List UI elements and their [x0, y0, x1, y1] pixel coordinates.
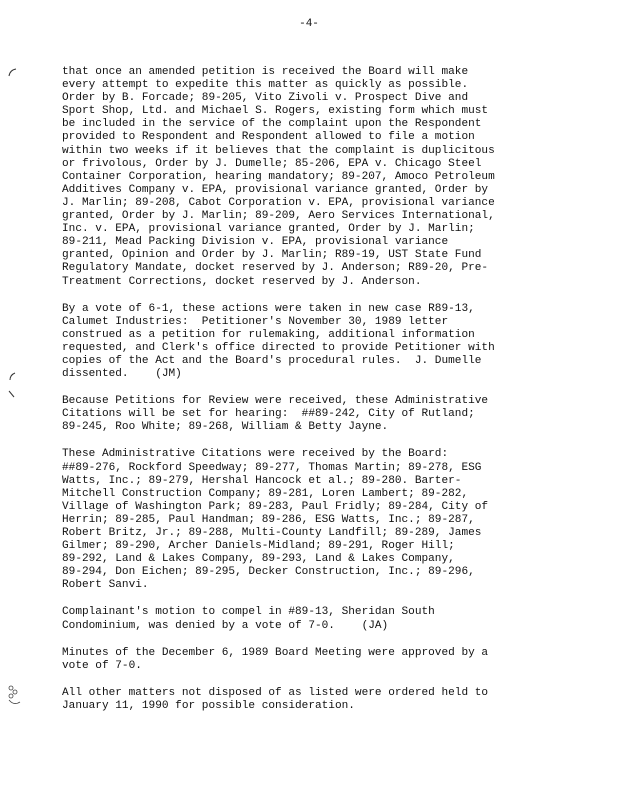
text-line: dissented. (JM) [62, 368, 182, 381]
paragraph-minutes [62, 647, 562, 673]
text-line: Condominium, was denied by a vote of 7-0. (JA) [62, 619, 389, 632]
text-line: or frivolous, Order by J. Dumelle; 85-206, EPA v. Chicago Steel [62, 157, 482, 170]
text-line: Sport Shop, Ltd. and Michael S. Rogers, existing form which must [62, 105, 489, 118]
text-line: every attempt to expedite this matter as quickly as possible. [62, 79, 469, 92]
text-line: within two weeks if it believes that the complaint is duplicitous [62, 144, 495, 157]
text-line: Robert Britz, Jr.; 89-288, Multi-County Landfill; 89-289, James [62, 527, 482, 539]
text-line: Treatment Corrections, docket reserved by J. Anderson. [62, 275, 422, 288]
paragraph-orders [62, 66, 562, 289]
text-line: J. Marlin; 89-208, Cabot Corporation v. EPA, provisional variance [62, 196, 495, 209]
text-line: Because Petitions for Review were received, these Administrative [62, 395, 489, 408]
text-line: ##89-276, Rockford Speedway; 89-277, Thomas Martin; 89-278, ESG [62, 461, 482, 474]
text-line: Additives Company v. EPA, provisional variance granted, Order by [62, 183, 489, 196]
margin-mark [8, 68, 17, 77]
text-line: Order by B. Forcade; 89-205, Vito Zivoli v. Prospect Dive and [62, 92, 469, 105]
text-line: Minutes of the December 6, 1989 Board Meeting were approved by a [62, 646, 489, 659]
text-line: Inc. v. EPA, provisional variance granted, Order by J. Marlin; [62, 223, 475, 236]
paragraph-motion-to-compel [62, 606, 562, 632]
text-line: 89-211, Mead Packing Division v. EPA, provisional variance [62, 236, 449, 249]
text-line: granted, Order by J. Marlin; 89-209, Aero Services International, [62, 210, 495, 223]
text-line: vote of 7-0. [62, 659, 142, 672]
text-line: Container Corporation, hearing mandatory; 89-207, Amoco Petroleum [62, 170, 495, 183]
text-line: Watts, Inc.; 89-279, Hershal Hancock et al.; 89-280. Barter- [62, 474, 462, 487]
text-line: Citations will be set for hearing: ##89-242, City of Rutland; [62, 408, 475, 421]
paragraph-received-citations [62, 448, 562, 592]
text-line: These Administrative Citations were received by the Board: [62, 448, 449, 461]
text-line: requested, and Clerk's office directed to provide Petitioner with [62, 341, 495, 354]
text-line: that once an amended petition is received the Board will make [62, 66, 469, 78]
text-line: Gilmer; 89-290, Archer Daniels-Midland; 89-291, Roger Hill; [62, 540, 455, 553]
text-line: 89-245, Roo White; 89-268, William & Betty Jayne. [62, 421, 389, 434]
text-line: January 11, 1990 for possible consideration. [62, 699, 355, 712]
text-line: copies of the Act and the Board's procedural rules. J. Dumelle [62, 354, 482, 367]
text-line: be included in the service of the complaint upon the Respondent [62, 118, 482, 131]
text-line: Calumet Industries: Petitioner's November 30, 1989 letter [62, 315, 449, 328]
paragraph-hearing-citations [62, 395, 562, 434]
paragraph-other-matters [62, 687, 562, 713]
text-line: Village of Washington Park; 89-283, Paul Fridly; 89-284, City of [62, 500, 489, 513]
text-line: Mitchell Construction Company; 89-281, Loren Lambert; 89-282, [62, 487, 469, 500]
document-body [62, 66, 562, 727]
text-line: Complainant's motion to compel in #89-13, Sheridan South [62, 606, 435, 619]
text-line: All other matters not disposed of as listed were ordered held to [62, 686, 489, 699]
text-line: Herrin; 89-285, Paul Handman; 89-286, ESG Watts, Inc.; 89-287, [62, 513, 475, 526]
margin-mark [8, 372, 17, 381]
text-line: By a vote of 6-1, these actions were taken in new case R89-13, [62, 302, 475, 315]
text-line: 89-294, Don Eichen; 89-295, Decker Construction, Inc.; 89-296, [62, 566, 475, 579]
margin-mark [6, 684, 22, 706]
text-line: construed as a petition for rulemaking, additional information [62, 328, 475, 341]
text-line: granted, Opinion and Order by J. Marlin; R89-19, UST State Fund [62, 249, 482, 262]
page-number: -4- [299, 18, 319, 30]
text-line: Robert Sanvi. [62, 579, 149, 592]
text-line: Regulatory Mandate, docket reserved by J. Anderson; R89-20, Pre- [62, 262, 489, 275]
margin-mark [8, 390, 17, 399]
text-line: 89-292, Land & Lakes Company, 89-293, Land & Lakes Company, [62, 553, 455, 566]
paragraph-calumet-vote [62, 303, 562, 382]
text-line: provided to Respondent and Respondent allowed to file a motion [62, 131, 475, 144]
